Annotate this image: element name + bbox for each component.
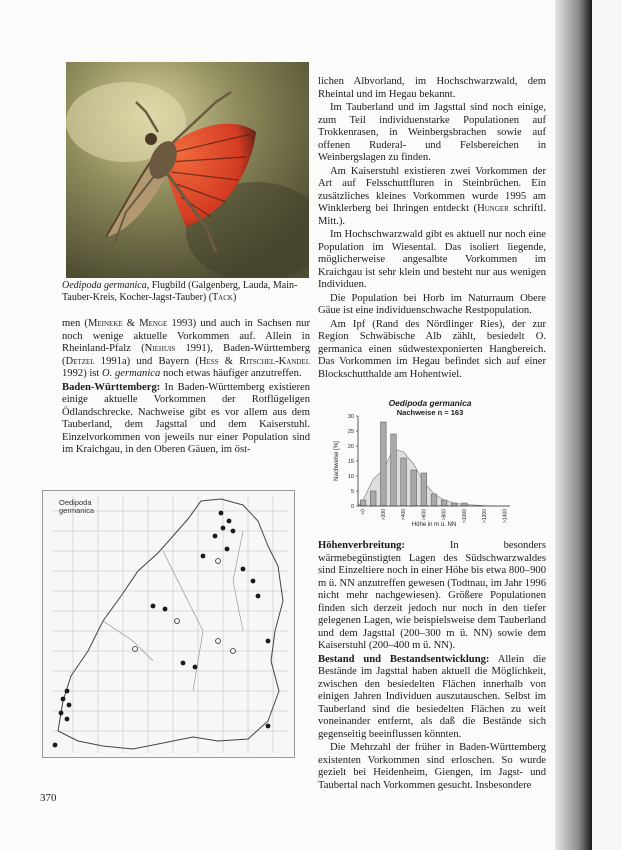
section-heading: Höhenverbreitung:	[318, 540, 405, 551]
text-run: noch etwas häufiger anzutreffen.	[160, 368, 302, 379]
map-title-line: Oedipoda	[59, 498, 92, 507]
chart-canvas	[330, 398, 530, 530]
citation: Niehuis	[144, 343, 176, 354]
page-number: 370	[40, 792, 57, 804]
chart-y-tick-label: 25	[347, 429, 354, 436]
text-run: schriftl. Mitt.).	[318, 203, 546, 227]
height-distribution-paragraph	[318, 540, 546, 653]
citation: Meineke & Menge	[87, 318, 168, 329]
right-column-text-bottom	[318, 540, 546, 792]
text-run: 1992) ist	[62, 368, 103, 379]
map-grid	[43, 491, 294, 757]
chart-y-label: Nachweise [%]	[334, 441, 340, 481]
citation: Hess & Ritschel-Kandel	[198, 355, 310, 367]
chart-title: Oedipoda germanica	[388, 398, 472, 408]
citation: Hunger	[477, 203, 509, 214]
text-run: 1991a) und Bayern (	[94, 355, 199, 367]
right-column-text-top	[318, 76, 546, 381]
chart-bar	[380, 422, 386, 506]
left-paragraph-1	[62, 318, 310, 381]
section-heading: Baden-Württemberg:	[62, 381, 161, 393]
grasshopper-illustration	[66, 62, 309, 278]
caption-species: Oedipoda germanica	[62, 280, 147, 291]
chart-bar	[411, 470, 417, 506]
photo-caption	[62, 280, 314, 304]
right-paragraph-2: Im Tauberland und im Jagsttal sind noch einige, zum Teil individuenstarke Populationen auf Trokkenrasen, in Weinbergsbrachen sowie auf offenen Ruderal- und Felsbereichen in Weinbergslagen zu finden.	[318, 102, 546, 163]
chart-bar	[421, 473, 427, 506]
chart-x-tick-label: >400	[401, 509, 408, 521]
chart-bar	[370, 491, 376, 506]
grasshopper-photo	[66, 62, 309, 278]
right-paragraph-3	[318, 166, 546, 229]
text-run: In besonders wärmebegünstigten Lagen des Südschwarzwaldes sind Einzeltiere noch in einer Höhe bis etwa 800–900 m ü. NN anzutreffen gewesen (Todtnau, im Jahr 1996 nicht mehr nachgewiesen). Größere Populationen finden sich derzeit jedoch nur noch in den tiefer gelegenen Lagen, wie beispielsweise dem Tauberland und dem Jagsttal (200–300 m ü. NN) sowie dem Kaiserstuhl (200–400 m ü. NN).	[318, 540, 546, 651]
text-run: Allein die Bestände im Jagsttal haben aktuell die Möglichkeit, zwischen den besiedelten Flächen innerhalb von einigen Jahren Individuen auszutauschen. Selbst im Tauberland sind die besiedelten Flächen zu weit voneinander entfernt, als daß die Bestände sich gegenseitig beeinflussen könnten.	[318, 653, 546, 740]
map-title-line: germanica	[59, 506, 95, 515]
text-run: 1993) und auch in Sachsen nur noch wenige aktuelle Vorkommen auf. Allein in Rheinland-Pfalz (	[62, 318, 310, 354]
caption-credit: Tack	[212, 292, 233, 303]
altitude-chart	[330, 398, 530, 530]
chart-y-tick-label: 20	[347, 444, 354, 451]
chart-y-tick-label: 0	[350, 504, 354, 511]
chart-y-tick-label: 5	[350, 489, 354, 496]
chart-x-tick-label: >1000	[461, 509, 468, 524]
chart-y-tick-label: 10	[347, 474, 354, 481]
chart-x-tick-label: >200	[380, 509, 387, 521]
chart-x-tick-label: >800	[441, 509, 448, 521]
chart-bar	[451, 503, 457, 506]
text-run: 1991), Baden-Württemberg (	[62, 343, 311, 367]
right-paragraph-1: lichen Albvorland, im Hochschwarzwald, dem Rheintal und im Hegau bekannt.	[318, 76, 546, 100]
chart-bar	[401, 458, 407, 506]
chart-bar	[462, 503, 468, 506]
section-heading: Bestand und Bestandsentwicklung:	[318, 653, 490, 665]
chart-bar	[431, 494, 437, 506]
right-paragraph-6: Am Ipf (Rand des Nördlinger Ries), der zur Region Schwäbische Alb zählt, besiedelt O. germanica einen südwestexponierten Hangbereich. Das Vorkommen im Hegau befindet sich auf einer Blockschutthalde am Hohentwiel.	[318, 318, 546, 380]
left-column-text	[62, 318, 310, 457]
distribution-map	[42, 490, 295, 758]
right-paragraph-5: Die Population bei Horb im Naturraum Obere Gäue ist eine individuenschwache Restpopulation.	[318, 292, 546, 316]
text-run: Am Kaiserstuhl existieren zwei Vorkommen der Art auf Felsschuttfluren in Steinbrüchen. Ein zusätzliches kleines Vorkommen wurde 1995 am Winklerberg bei Ihringen entdeckt (	[318, 165, 546, 214]
population-paragraph	[318, 654, 546, 742]
chart-bar	[391, 434, 397, 506]
chart-bar	[441, 500, 447, 506]
species-name: O. germanica	[102, 368, 161, 379]
right-paragraph-final: Die Mehrzahl der früher in Baden-Württemberg existenten Vorkommen sind erloschen. So wurde gezielt bei Heidenheim, Giengen, im Jagst- und Taubertal nach Vorkommen gesucht. Insbesondere	[318, 742, 546, 791]
chart-x-tick-label: >1200	[482, 509, 489, 524]
chart-x-tick-label: >0	[360, 509, 367, 515]
chart-bar	[360, 500, 366, 506]
left-paragraph-2	[62, 382, 310, 457]
chart-subtitle: Nachweise n = 163	[396, 408, 464, 417]
facing-page-edge	[592, 0, 622, 850]
chart-y-tick-label: 30	[347, 414, 354, 421]
chart-y-tick-label: 15	[347, 459, 354, 466]
text-run: In Baden-Württemberg existieren einige aktuelle Vorkommen der Rotflügeligen Ödlandschrecke. Nachweise gibt es vor allem aus dem Tauberland, dem Jagsttal und dem Kaiserstuhl. Einzelvorkommen von jeweils nur einer Population sind im Kraichgau, in den Oberen Gäuen, im öst-	[62, 381, 310, 455]
caption-close: )	[232, 292, 237, 303]
caption-text: , Flugbild (Galgenberg, Lauda, Main-Tauber-Kreis, Kocher-Jagst-Tauber) (	[62, 280, 298, 303]
chart-x-label: Höhe in m ü. NN	[411, 522, 457, 528]
right-paragraph-4: Im Hochschwarzwald gibt es aktuell nur noch eine Population im Wiesental. Das isoliert liegende, möglicherweise angesalbte Vorkommen im Kraichgau ist sehr klein und besteht nur aus wenigen Individuen.	[318, 229, 546, 290]
chart-x-tick-label: >1400	[502, 509, 509, 524]
citation: Detzel	[65, 355, 95, 367]
text-run: men (	[62, 318, 88, 329]
map-title	[59, 499, 94, 515]
chart-x-tick-label: >600	[421, 509, 428, 521]
